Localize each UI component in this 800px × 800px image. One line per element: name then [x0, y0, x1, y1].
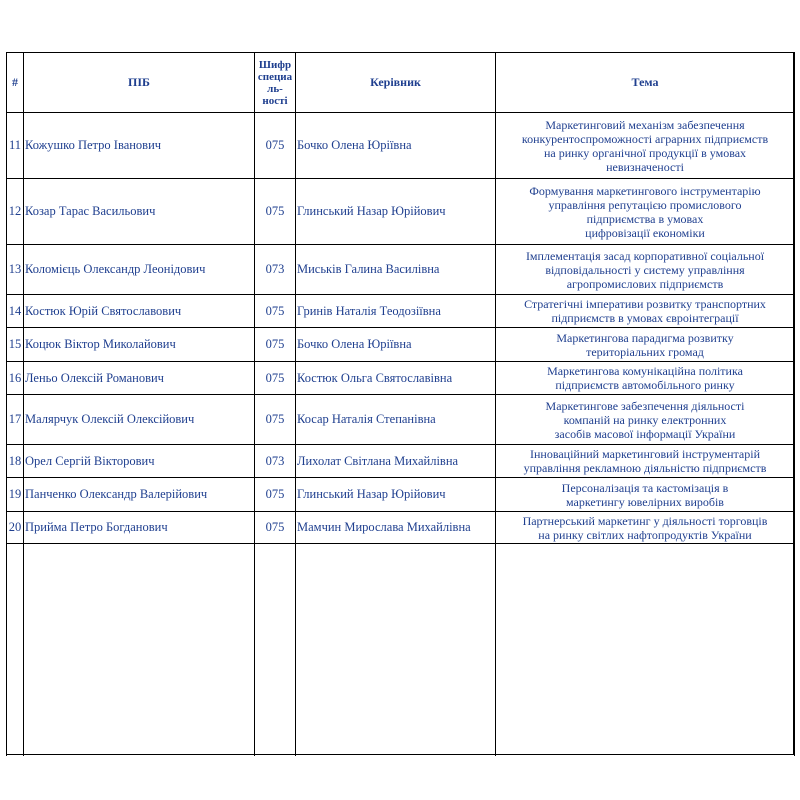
table-row [7, 395, 795, 445]
thesis-topic-line: засобів масової інформації України [554, 426, 736, 441]
thesis-topic-line: територіальних громад [586, 344, 704, 359]
table-row [7, 245, 795, 295]
specialty-code: 073 [255, 245, 296, 295]
header-specialty-line: специа [257, 70, 293, 83]
supervisor-name: Глинський Назар Юрійович [296, 478, 496, 512]
row-number: 20 [7, 512, 24, 544]
row-number: 16 [7, 362, 24, 395]
thesis-topic [496, 245, 795, 295]
thesis-topic [496, 478, 795, 512]
specialty-code: 075 [255, 113, 296, 179]
document-sheet [6, 52, 794, 755]
student-name: Кожушко Петро Іванович [24, 113, 255, 179]
student-name: Костюк Юрій Святославович [24, 295, 255, 328]
supervisor-name: Костюк Ольга Святославівна [296, 362, 496, 395]
thesis-topic-line: Інноваційний маркетинговий інструментарій [529, 447, 760, 461]
thesis-topic-line: агропромислових підприємств [566, 276, 724, 291]
thesis-topic [496, 362, 795, 395]
thesis-topic-line: Імплементація засад корпоративної соціальної [525, 248, 765, 263]
table-row [7, 113, 795, 179]
thesis-topic [496, 445, 795, 478]
header-num: # [7, 53, 24, 113]
row-number: 17 [7, 395, 24, 445]
thesis-topic-line: невизначеності [606, 159, 684, 174]
thesis-topic-line: Маркетингова комунікаційна політика [547, 364, 743, 378]
student-name: Козар Тарас Васильович [24, 179, 255, 245]
student-name: Малярчук Олексій Олексійович [24, 395, 255, 445]
row-number: 18 [7, 445, 24, 478]
empty-cell [255, 544, 296, 756]
header-specialty [255, 53, 296, 113]
table-row [7, 445, 795, 478]
table-row [7, 179, 795, 245]
thesis-topic-line: управління репутацією промислового [548, 197, 742, 212]
table-row [7, 328, 795, 362]
thesis-topic [496, 295, 795, 328]
header-row [7, 53, 795, 113]
empty-cell [496, 544, 795, 756]
supervisor-name: Мамчин Мирослава Михайлівна [296, 512, 496, 544]
thesis-topic-line: Маркетинговий механізм забезпечення [545, 117, 745, 132]
thesis-topic [496, 512, 795, 544]
thesis-topic [496, 179, 795, 245]
specialty-code: 075 [255, 478, 296, 512]
empty-filler-row [7, 544, 795, 756]
thesis-topic-line: компаній на ринку електронних [563, 412, 727, 427]
header-specialty-line: ль- [267, 82, 283, 95]
thesis-topic [496, 113, 795, 179]
thesis-topic-line: Маркетингове забезпечення діяльності [545, 398, 745, 413]
thesis-topic-line: цифровізації економіки [585, 225, 705, 240]
row-number: 19 [7, 478, 24, 512]
specialty-code: 075 [255, 362, 296, 395]
table-row [7, 512, 795, 544]
supervisor-name: Гринів Наталія Теодозіївна [296, 295, 496, 328]
header-supervisor: Керівник [296, 53, 496, 113]
thesis-topic-line: управління рекламною діяльністю підприємств [523, 461, 767, 475]
thesis-topic-line: підприємств автомобільного ринку [555, 378, 735, 392]
row-number: 15 [7, 328, 24, 362]
empty-cell [296, 544, 496, 756]
specialty-code: 075 [255, 179, 296, 245]
header-specialty-line: ності [262, 94, 288, 107]
supervisor-name: Миськів Галина Василівна [296, 245, 496, 295]
empty-cell [24, 544, 255, 756]
supervisor-name: Бочко Олена Юріївна [296, 328, 496, 362]
thesis-topic-line: відповідальності у систему управління [545, 262, 745, 277]
row-number: 14 [7, 295, 24, 328]
table-row [7, 478, 795, 512]
supervisor-name: Глинський Назар Юрійович [296, 179, 496, 245]
student-name: Коломієць Олександр Леонідович [24, 245, 255, 295]
thesis-topic [496, 395, 795, 445]
student-name: Леньо Олексій Романович [24, 362, 255, 395]
thesis-topic-line: на ринку органічної продукції в умовах [543, 145, 747, 160]
supervisor-name: Лихолат Світлана Михайлівна [296, 445, 496, 478]
student-name: Прийма Петро Богданович [24, 512, 255, 544]
students-table [6, 52, 795, 756]
thesis-topic-line: конкурентоспроможності аграрних підприємств [521, 131, 769, 146]
thesis-topic [496, 328, 795, 362]
thesis-topic-line: на ринку світлих нафтопродуктів України [538, 527, 752, 542]
specialty-code: 075 [255, 395, 296, 445]
student-name: Орел Сергій Вікторович [24, 445, 255, 478]
row-number: 12 [7, 179, 24, 245]
student-name: Коцюк Віктор Миколайович [24, 328, 255, 362]
header-student: ПІБ [24, 53, 255, 113]
specialty-code: 075 [255, 295, 296, 328]
specialty-code: 075 [255, 512, 296, 544]
specialty-code: 075 [255, 328, 296, 362]
header-specialty-line: Шифр [258, 58, 292, 71]
thesis-topic-line: підприємства в умовах [586, 211, 704, 226]
table-row [7, 295, 795, 328]
thesis-topic-line: Маркетингова парадигма розвитку [556, 330, 734, 345]
supervisor-name: Косар Наталія Степанівна [296, 395, 496, 445]
empty-cell [7, 544, 24, 756]
table-row [7, 362, 795, 395]
thesis-topic-line: Персоналізація та кастомізація в [561, 480, 729, 495]
header-topic: Тема [496, 53, 795, 113]
thesis-topic-line: Стратегічні імперативи розвитку транспортних [524, 297, 766, 311]
row-number: 13 [7, 245, 24, 295]
thesis-topic-line: маркетингу ювелірних виробів [566, 494, 724, 509]
specialty-code: 073 [255, 445, 296, 478]
row-number: 11 [7, 113, 24, 179]
thesis-topic-line: підприємств в умовах євроінтеграції [551, 311, 739, 325]
student-name: Панченко Олександр Валерійович [24, 478, 255, 512]
thesis-topic-line: Партнерський маркетинг у діяльності торговців [522, 513, 768, 528]
supervisor-name: Бочко Олена Юріївна [296, 113, 496, 179]
thesis-topic-line: Формування маркетингового інструментарію [529, 183, 761, 198]
